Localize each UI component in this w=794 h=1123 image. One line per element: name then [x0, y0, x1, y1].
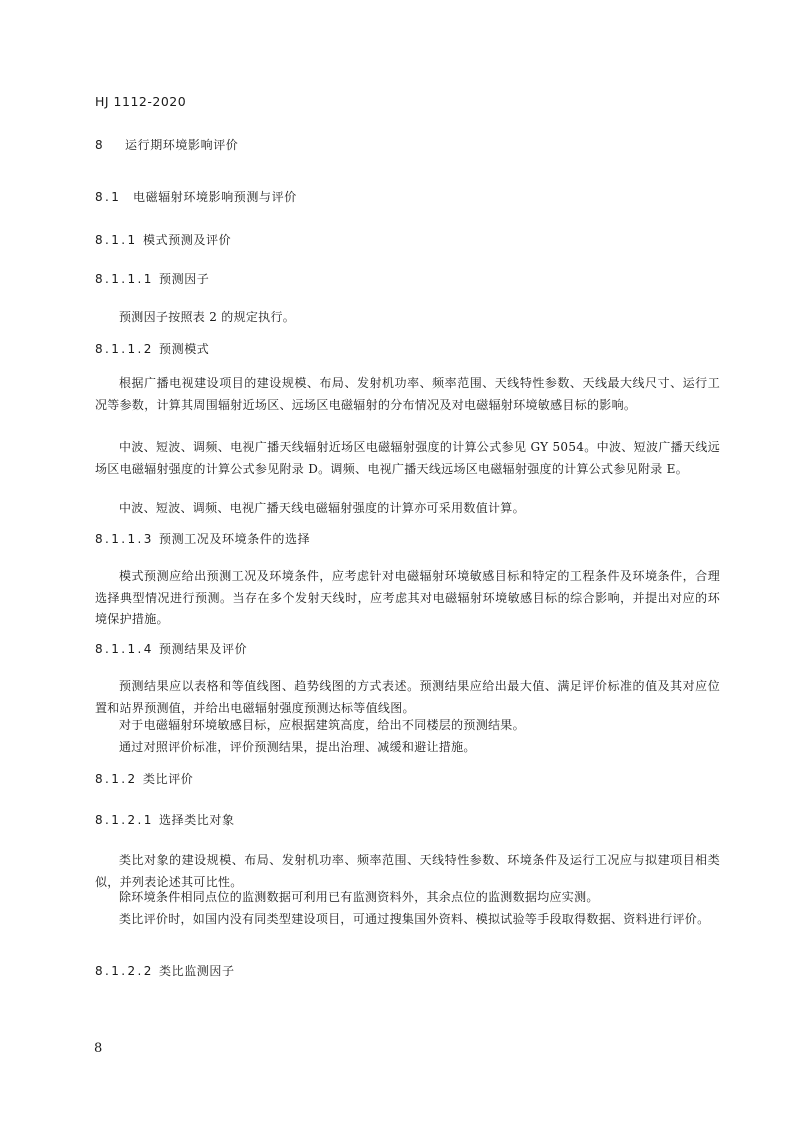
heading-title: 模式预测及评价 — [143, 233, 232, 247]
paragraph: 预测结果应以表格和等值线图、趋势线图的方式表述。预测结果应给出最大值、满足评价标准的值及其对应位置和站界预测值，并给出电磁辐射强度预测达标等值线图。 — [95, 679, 720, 715]
heading-number: 8.1.1.2 — [95, 342, 154, 356]
paragraph: 预测因子按照表 2 的规定执行。 — [119, 310, 296, 324]
heading-8-1-1-3 — [95, 530, 310, 547]
heading-number: 8.1.1 — [95, 233, 138, 247]
paragraph: 根据广播电视建设项目的建设规模、布局、发射机功率、频率范围、天线特性参数、天线最大线尺寸、运行工况等参数，计算其周围辐射近场区、远场区电磁辐射的分布情况及对电磁辐射环境敏感目标的影响。 — [95, 376, 720, 412]
heading-title: 预测工况及环境条件的选择 — [159, 532, 311, 546]
heading-8-1-1-2 — [95, 340, 209, 357]
page-number: 8 — [94, 1041, 103, 1056]
standard-code: HJ 1112-2020 — [95, 94, 187, 109]
paragraph: 中波、短波、调频、电视广播天线电磁辐射强度的计算亦可采用数值计算。 — [119, 501, 525, 515]
paragraph: 模式预测应给出预测工况及环境条件，应考虑针对电磁辐射环境敏感目标和特定的工程条件及环境条件，合理选择典型情况进行预测。当存在多个发射天线时，应考虑其对电磁辐射环境敏感目标的综合影响，并提出对应的环境保护措施。 — [95, 569, 720, 626]
heading-8-1-2-1 — [95, 811, 235, 828]
heading-title: 运行期环境影响评价 — [125, 138, 239, 152]
heading-title: 预测因子 — [159, 272, 210, 286]
heading-8-1 — [95, 188, 297, 205]
heading-8 — [95, 136, 238, 153]
heading-8-1-1-4 — [95, 640, 247, 657]
heading-title: 类比监测因子 — [159, 964, 235, 978]
heading-title: 选择类比对象 — [159, 813, 235, 827]
paragraph: 中波、短波、调频、电视广播天线辐射近场区电磁辐射强度的计算公式参见 GY 5054。中波、短波广播天线远场区电磁辐射强度的计算公式参见附录 D。调频、电视广播天线远场区电磁辐射强度的计算公式参见附录 E。 — [95, 440, 720, 476]
paragraph: 类比评价时，如国内没有同类型建设项目，可通过搜集国外资料、模拟试验等手段取得数据、资料进行评价。 — [119, 912, 710, 926]
heading-8-1-2-2 — [95, 962, 235, 979]
heading-number: 8.1.2 — [95, 772, 138, 786]
heading-number: 8.1.1.4 — [95, 642, 154, 656]
paragraph: 类比对象的建设规模、布局、发射机功率、频率范围、天线特性参数、环境条件及运行工况应与拟建项目相类似，并列表论述其可比性。 — [95, 853, 720, 889]
heading-8-1-1 — [95, 231, 231, 248]
heading-number: 8.1.1.3 — [95, 532, 154, 546]
heading-number: 8.1.2.2 — [95, 964, 154, 978]
heading-title: 预测结果及评价 — [159, 642, 248, 656]
heading-title: 电磁辐射环境影响预测与评价 — [133, 190, 297, 204]
paragraph: 除环境条件相同点位的监测数据可利用已有监测资料外，其余点位的监测数据均应实测。 — [119, 890, 599, 904]
heading-number: 8.1 — [95, 190, 122, 204]
paragraph: 对于电磁辐射环境敏感目标，应根据建筑高度，给出不同楼层的预测结果。 — [119, 718, 525, 732]
heading-title: 预测模式 — [159, 342, 210, 356]
heading-8-1-2 — [95, 770, 193, 787]
paragraph: 通过对照评价标准，评价预测结果，提出治理、减缓和避让措施。 — [119, 740, 476, 754]
heading-number: 8.1.2.1 — [95, 813, 154, 827]
heading-title: 类比评价 — [143, 772, 194, 786]
heading-8-1-1-1 — [95, 270, 209, 287]
heading-number: 8.1.1.1 — [95, 272, 154, 286]
heading-number: 8 — [95, 138, 106, 152]
